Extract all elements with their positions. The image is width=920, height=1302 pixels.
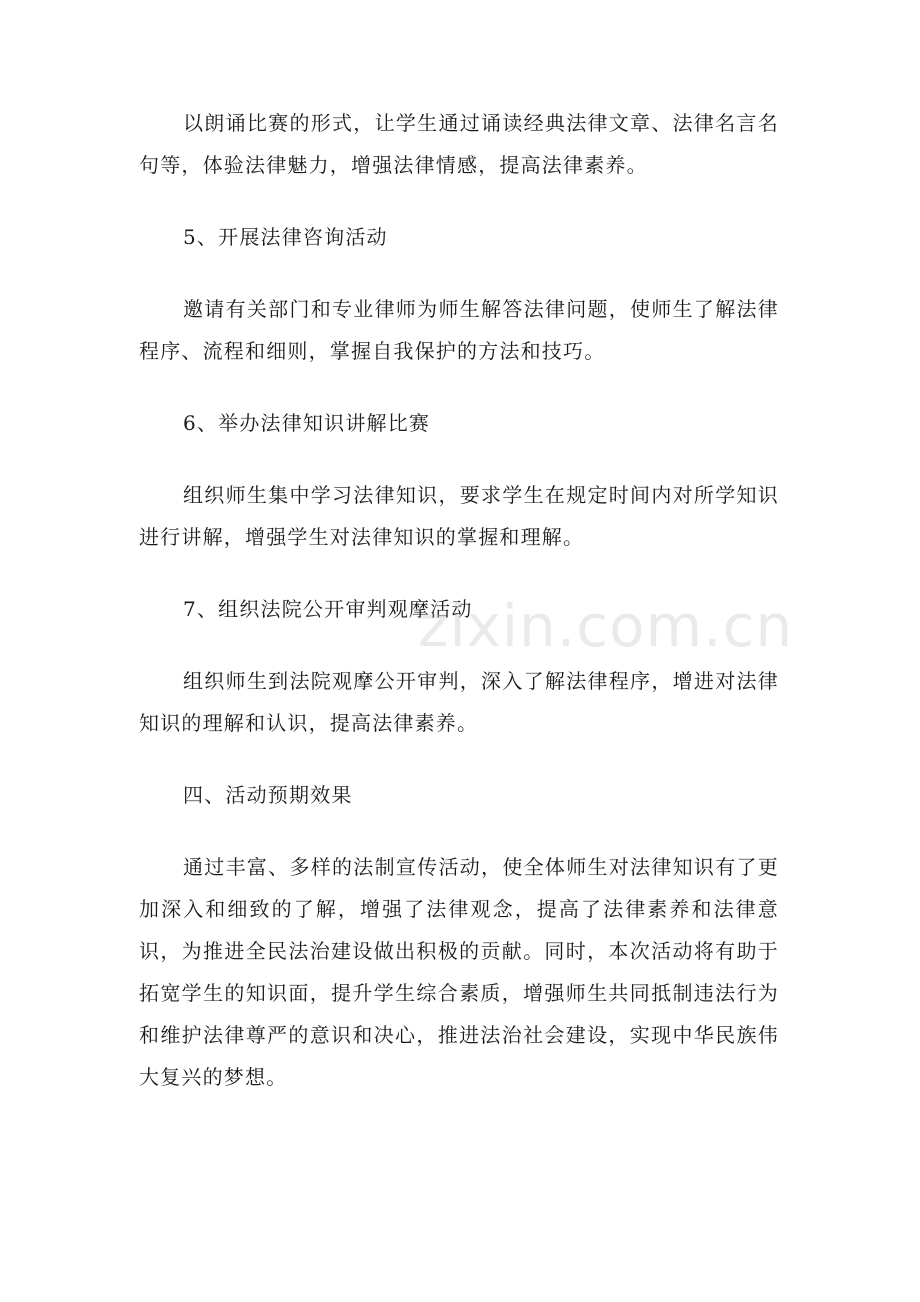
heading-expected-effects: 四、活动预期效果: [183, 783, 353, 807]
spacer: [139, 372, 779, 402]
spacer: [139, 744, 779, 774]
spacer: [139, 186, 779, 216]
heading-court-observation: 7、组织法院公开审判观摩活动: [183, 597, 473, 621]
heading-knowledge-contest: 6、举办法律知识讲解比赛: [183, 411, 431, 435]
heading-legal-consultation: 5、开展法律咨询活动: [183, 225, 388, 249]
paragraph-legal-consultation: 邀请有关部门和专业律师为师生解答法律问题，使师生了解法律程序、流程和细则，掌握自我保护的方法和技巧。: [139, 297, 779, 363]
paragraph-recitation-contest: 以朗诵比赛的形式，让学生通过诵读经典法律文章、法律名言名句等，体验法律魅力，增强法律情感，提高法律素养。: [139, 111, 779, 177]
spacer: [139, 258, 779, 288]
paragraph-expected-effects: 通过丰富、多样的法制宣传活动，使全体师生对法律知识有了更加深入和细致的了解，增强了法律观念，提高了法律素养和法律意识，为推进全民法治建设做出积极的贡献。同时，本次活动将有助于拓宽学生的知识面，提升学生综合素质，增强师生共同抵制违法行为和维护法律尊严的意识和决心，推进法治社会建设，实现中华民族伟大复兴的梦想。: [139, 855, 779, 1089]
document-body: [139, 102, 779, 1098]
spacer: [139, 558, 779, 588]
spacer: [139, 444, 779, 474]
spacer: [139, 816, 779, 846]
paragraph-knowledge-contest: 组织师生集中学习法律知识，要求学生在规定时间内对所学知识进行讲解，增强学生对法律知识的掌握和理解。: [139, 483, 779, 549]
paragraph-court-observation: 组织师生到法院观摩公开审判，深入了解法律程序，增进对法律知识的理解和认识，提高法律素养。: [139, 669, 779, 735]
spacer: [139, 630, 779, 660]
watermark-text: zixin.com.cn: [418, 592, 794, 660]
